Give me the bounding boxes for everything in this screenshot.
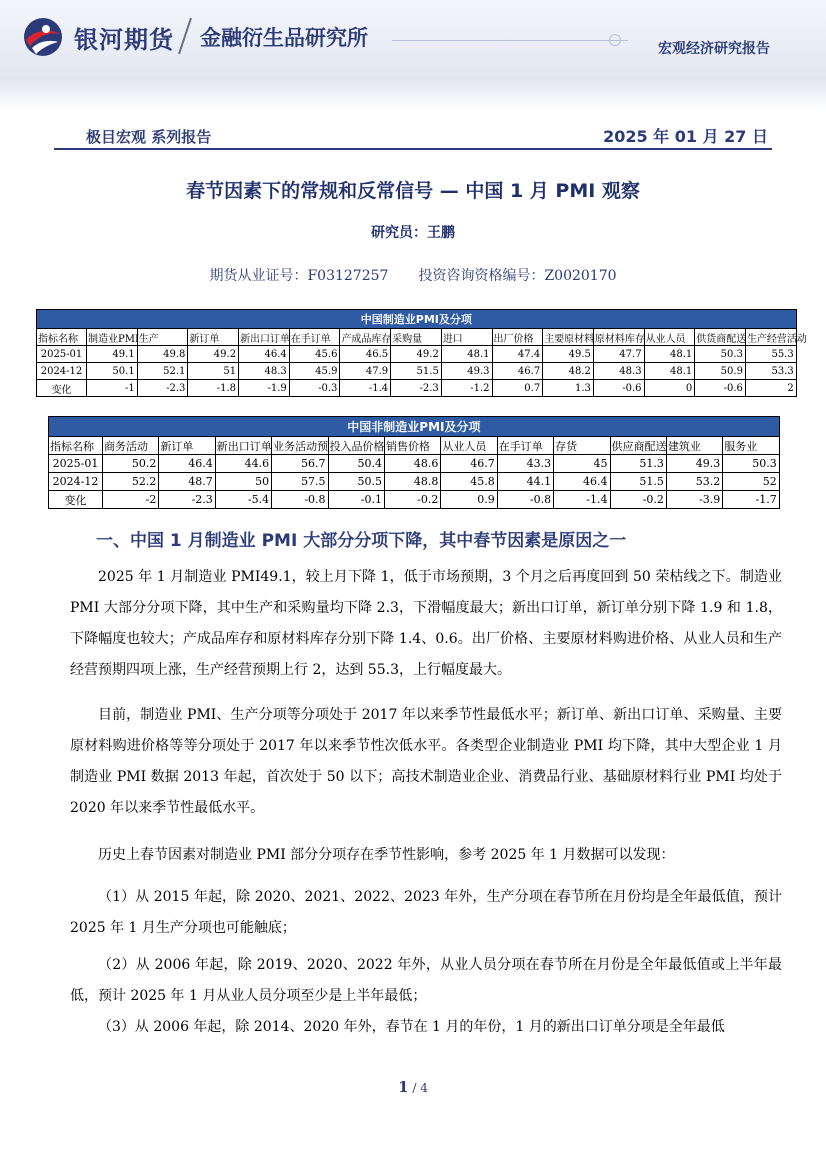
table-cell: -0.8 — [272, 491, 328, 509]
table-cell: 46.4 — [239, 346, 290, 363]
column-header: 新出口订单 — [239, 329, 290, 346]
table-cell: 43.3 — [497, 455, 553, 473]
column-header: 进口 — [441, 329, 492, 346]
page-header — [0, 0, 826, 152]
column-header: 指标名称 — [49, 437, 103, 455]
table-cell: -1.9 — [239, 380, 290, 397]
table-cell: 53.3 — [745, 363, 796, 380]
table-header-row — [49, 437, 780, 455]
report-type: 宏观经济研究报告 — [658, 41, 770, 57]
table-row — [37, 346, 797, 363]
table-cell: 50 — [215, 473, 271, 491]
author: 研究员：王鹏 — [371, 225, 455, 241]
table-cell: 48.8 — [384, 473, 440, 491]
table-cell: 49.8 — [137, 346, 188, 363]
column-header: 供货商配送 — [695, 329, 746, 346]
header-rule — [54, 148, 772, 150]
paragraph-3: 历史上春节因素对制造业 PMI 部分分项存在季节性影响，参考 2025 年 1 月数据可以发现： — [98, 847, 675, 863]
decorative-line — [392, 40, 628, 41]
table-row — [37, 363, 797, 380]
row-label: 2025-01 — [37, 346, 87, 363]
table-cell: 50.3 — [695, 346, 746, 363]
table-cell: 1.3 — [543, 380, 594, 397]
row-label: 变化 — [49, 491, 103, 509]
column-header: 存货 — [554, 437, 610, 455]
table-cell: -1.4 — [340, 380, 391, 397]
table-cell: -2.3 — [391, 380, 442, 397]
table-row — [37, 380, 797, 397]
galaxy-logo-icon — [22, 16, 64, 58]
table-cell: -1.2 — [441, 380, 492, 397]
table-row — [49, 491, 780, 509]
table-cell: -0.1 — [328, 491, 384, 509]
table-cell: 49.3 — [666, 455, 722, 473]
table-cell: -1.4 — [554, 491, 610, 509]
column-header: 在手订单 — [497, 437, 553, 455]
table-cell: 48.1 — [644, 346, 695, 363]
table-cell: 48.1 — [644, 363, 695, 380]
column-header: 生产 — [137, 329, 188, 346]
table-cell: 49.2 — [391, 346, 442, 363]
slash-divider-icon — [176, 16, 194, 56]
row-label: 2025-01 — [49, 455, 103, 473]
table-cell: -1 — [87, 380, 138, 397]
table-cell: 50.4 — [328, 455, 384, 473]
table-cell: 49.2 — [188, 346, 239, 363]
table-cell: 50.3 — [723, 455, 779, 473]
table-cell: 46.4 — [554, 473, 610, 491]
column-header: 业务活动预 — [272, 437, 328, 455]
section-heading: 一、中国 1 月制造业 PMI 大部分分项下降，其中春节因素是原因之一 — [96, 531, 627, 551]
table-cell: -0.6 — [593, 380, 644, 397]
table-cell: -0.2 — [384, 491, 440, 509]
table-cell: 52.1 — [137, 363, 188, 380]
paragraph-1: 2025 年 1 月制造业 PMI49.1，较上月下降 1，低于市场预期，3 个月之后再度回到 50 荣枯线之下。制造业 PMI 大部分分项下降，其中生产和采购量均下降 2.3，下滑幅度最大；新出口订单，新订单分别下降 1.9 和 1.8，下降幅度也较大；产成品库存和原材料库存分别下降 1.4、0.6。出厂价格、主要原材料购进价格、从业人员和生产经营预期四项上涨，生产经营预期上行 2，达到 55.3，上行幅度最大。 — [70, 569, 782, 678]
table-cell: 45 — [554, 455, 610, 473]
table-cell: -5.4 — [215, 491, 271, 509]
paragraph-6: （3）从 2006 年起，除 2014、2020 年外，春节在 1 月的年份，1 月的新出口订单分项是全年最低 — [98, 1019, 725, 1035]
column-header: 新订单 — [159, 437, 215, 455]
table-cell: 47.7 — [593, 346, 644, 363]
table-cell: 50.9 — [695, 363, 746, 380]
row-label: 变化 — [37, 380, 87, 397]
column-header: 商务活动 — [103, 437, 159, 455]
column-header: 出厂价格 — [492, 329, 543, 346]
manufacturing-pmi-table — [36, 309, 807, 397]
table-cell: 48.6 — [384, 455, 440, 473]
table-cell: -1.7 — [723, 491, 779, 509]
table-cell: 44.6 — [215, 455, 271, 473]
report-title: 春节因素下的常规和反常信号 — 中国 1 月 PMI 观察 — [186, 180, 640, 202]
license-numbers — [0, 265, 826, 285]
table-cell: 51 — [188, 363, 239, 380]
column-header: 从业人员 — [644, 329, 695, 346]
column-header: 原材料库存 — [593, 329, 644, 346]
table-cell: 48.7 — [159, 473, 215, 491]
table-cell: 57.5 — [272, 473, 328, 491]
table-cell: -2.3 — [159, 491, 215, 509]
table-cell: 48.1 — [441, 346, 492, 363]
column-header: 指标名称 — [37, 329, 87, 346]
table-cell: 46.7 — [492, 363, 543, 380]
brand-name: 银河期货 — [74, 26, 174, 54]
row-label: 2024-12 — [37, 363, 87, 380]
table-cell: -0.8 — [497, 491, 553, 509]
table-row — [49, 473, 780, 491]
table-cell: 50.5 — [328, 473, 384, 491]
table-cell: 49.5 — [543, 346, 594, 363]
column-header: 服务业 — [723, 437, 779, 455]
nonmanufacturing-pmi-table — [48, 416, 780, 509]
table-cell: 44.1 — [497, 473, 553, 491]
column-header: 供应商配送 — [610, 437, 666, 455]
table-cell: 52 — [723, 473, 779, 491]
advisory-license: 投资咨询资格编号：Z0020170 — [418, 268, 617, 284]
table-cell: -0.6 — [695, 380, 746, 397]
header-gradient — [0, 76, 826, 112]
paragraph-2: 目前，制造业 PMI、生产分项等分项处于 2017 年以来季节性最低水平；新订单、新出口订单、采购量、主要原材料购进价格等等分项处于 2017 年以来季节性次低水平。各类型企业制造业 PMI 均下降，其中大型企业 1 月制造业 PMI 数据 2013 年起，首次处于 50 以下；高技术制造业企业、消费品行业、基础原材料行业 PMI 均处于 2020 年以来季节性最低水平。 — [70, 707, 782, 816]
column-header: 产成品库存 — [340, 329, 391, 346]
table-cell: 50.1 — [87, 363, 138, 380]
table-cell: 0.7 — [492, 380, 543, 397]
table-header-row — [37, 329, 797, 346]
report-date: 2025 年 01 月 27 日 — [603, 127, 768, 146]
page-current: 1 — [398, 1078, 409, 1096]
column-header: 投入品价格 — [328, 437, 384, 455]
page-total: 4 — [420, 1081, 428, 1095]
table-cell: 47.4 — [492, 346, 543, 363]
column-header: 销售价格 — [384, 437, 440, 455]
table-cell: -0.2 — [610, 491, 666, 509]
table-cell: 45.8 — [441, 473, 497, 491]
table-cell: -1.8 — [188, 380, 239, 397]
table-cell: 45.9 — [289, 363, 340, 380]
table-cell: 49.1 — [87, 346, 138, 363]
table-cell: 0.9 — [441, 491, 497, 509]
table-cell: 46.7 — [441, 455, 497, 473]
column-header: 新出口订单 — [215, 437, 271, 455]
table-cell: 46.4 — [159, 455, 215, 473]
institute-name: 金融衍生品研究所 — [200, 26, 368, 50]
table-cell: 48.2 — [543, 363, 594, 380]
column-header: 建筑业 — [666, 437, 722, 455]
table-cell: -3.9 — [666, 491, 722, 509]
column-header: 新订单 — [188, 329, 239, 346]
column-header: 在手订单 — [289, 329, 340, 346]
decorative-circle — [609, 34, 621, 46]
table-cell: 50.2 — [103, 455, 159, 473]
table-cell: 52.2 — [103, 473, 159, 491]
row-label: 2024-12 — [49, 473, 103, 491]
futures-license: 期货从业证号：F03127257 — [209, 268, 389, 284]
column-header: 从业人员 — [441, 437, 497, 455]
column-header: 制造业PMI — [87, 329, 138, 346]
table-cell: 0 — [644, 380, 695, 397]
table-cell: 48.3 — [593, 363, 644, 380]
table-cell: -0.3 — [289, 380, 340, 397]
table-cell: -2.3 — [137, 380, 188, 397]
paragraph-4: （1）从 2015 年起，除 2020、2021、2022、2023 年外，生产分项在春节所在月份均是全年最低值，预计 2025 年 1 月生产分项也可能触底； — [70, 889, 782, 936]
table-caption: 中国制造业PMI及分项 — [37, 310, 797, 329]
page-number: 1 / 4 — [398, 1078, 428, 1096]
table-row — [49, 455, 780, 473]
column-header: 生产经营活动 — [745, 329, 796, 346]
table-cell: 53.2 — [666, 473, 722, 491]
report-series: 极目宏观 系列报告 — [86, 128, 212, 146]
table-cell: 45.6 — [289, 346, 340, 363]
column-header: 主要原材料 — [543, 329, 594, 346]
table-cell: 49.3 — [441, 363, 492, 380]
table-cell: 51.5 — [391, 363, 442, 380]
table-cell: -2 — [103, 491, 159, 509]
table-cell: 47.9 — [340, 363, 391, 380]
table-cell: 46.5 — [340, 346, 391, 363]
table-cell: 2 — [745, 380, 796, 397]
table-caption: 中国非制造业PMI及分项 — [49, 417, 780, 437]
column-header: 采购量 — [391, 329, 442, 346]
table-cell: 51.3 — [610, 455, 666, 473]
table-cell: 51.5 — [610, 473, 666, 491]
table-cell: 55.3 — [745, 346, 796, 363]
paragraph-5: （2）从 2006 年起，除 2019、2020、2022 年外，从业人员分项在春节所在月份是全年最低值或上半年最低，预计 2025 年 1 月从业人员分项至少是上半年最低； — [70, 957, 782, 1004]
table-cell: 48.3 — [239, 363, 290, 380]
table-cell: 56.7 — [272, 455, 328, 473]
